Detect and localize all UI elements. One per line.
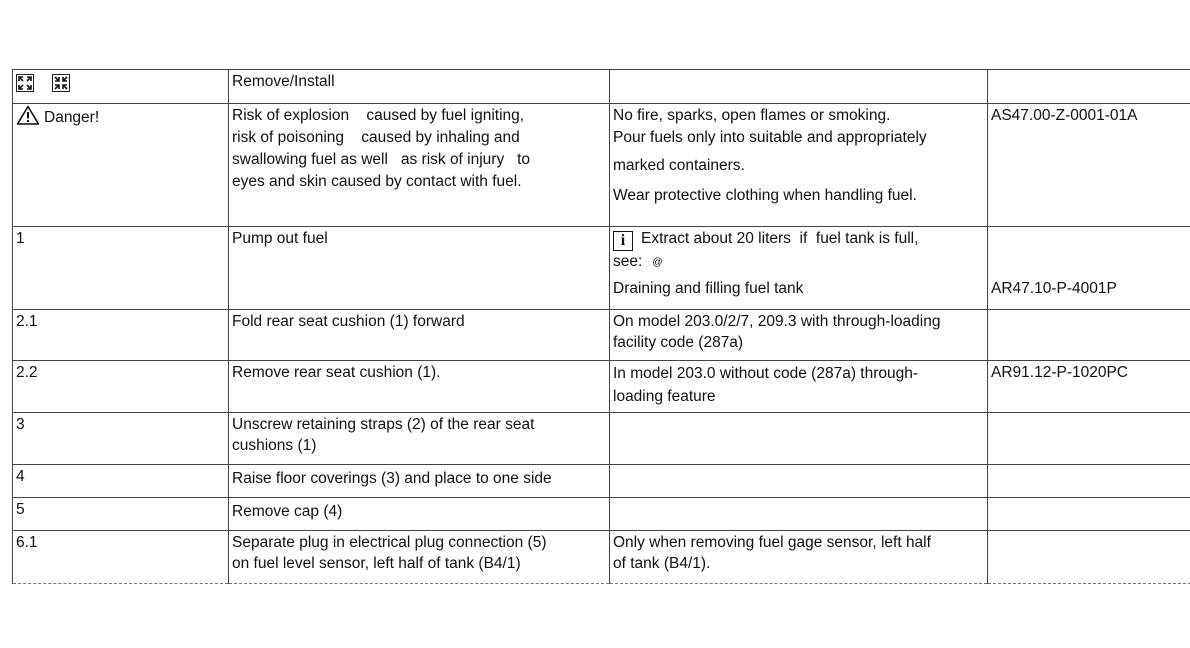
step-note-cell	[610, 227, 988, 310]
note-line: loading feature	[613, 388, 716, 405]
note-line: of tank (B4/1).	[613, 555, 711, 572]
note-line: Only when removing fuel gage sensor, left half	[613, 534, 931, 551]
reference-link-icon[interactable]: @	[652, 257, 663, 268]
step-number: 2.2	[13, 361, 229, 413]
risk-line: Risk of explosion caused by fuel igniting,	[232, 107, 525, 124]
danger-row	[13, 104, 1190, 227]
step-action-cell	[229, 413, 610, 465]
note-line: Extract about 20 liters if fuel tank is full,	[641, 230, 919, 247]
danger-measures-cell	[610, 104, 988, 227]
action-line: Separate plug in electrical plug connection (5)	[232, 534, 547, 551]
step-note-cell	[610, 361, 988, 413]
step-doc-link[interactable]: AR47.10-P-4001P	[991, 280, 1117, 297]
note-line: In model 203.0 without code (287a) through-	[613, 365, 919, 382]
step-number: 4	[13, 465, 229, 498]
procedure-table	[12, 69, 1190, 584]
step-number: 5	[13, 498, 229, 531]
risk-line: eyes and skin caused by contact with fuel.	[232, 173, 522, 190]
step-action: Fold rear seat cushion (1) forward	[229, 310, 610, 361]
step-doc-link[interactable]: AR91.12-P-1020PC	[988, 361, 1190, 413]
note-link[interactable]: Draining and filling fuel tank	[613, 280, 804, 297]
step-row	[13, 413, 1190, 465]
risk-line: swallowing fuel as well as risk of injury to	[232, 151, 531, 168]
step-note-cell	[610, 310, 988, 361]
warning-triangle-icon	[16, 105, 40, 125]
collapse-icon[interactable]	[52, 74, 70, 92]
danger-doc-link[interactable]: AS47.00-Z-0001-01A	[988, 104, 1190, 227]
step-row	[13, 498, 1190, 531]
step-note-cell	[610, 531, 988, 584]
step-row	[13, 310, 1190, 361]
measure-line: No fire, sparks, open flames or smoking.	[613, 107, 891, 124]
step-action: Remove rear seat cushion (1).	[229, 361, 610, 413]
step-action: Pump out fuel	[229, 227, 610, 310]
note-line: On model 203.0/2/7, 209.3 with through-loading	[613, 313, 941, 330]
measure-line: marked containers.	[613, 157, 745, 174]
step-number: 6.1	[13, 531, 229, 584]
step-action-cell	[229, 531, 610, 584]
measure-line: Pour fuels only into suitable and appropriately	[613, 129, 927, 146]
step-action: Remove cap (4)	[229, 498, 610, 531]
risk-line: risk of poisoning caused by inhaling and	[232, 129, 520, 146]
step-row	[13, 465, 1190, 498]
procedure-sheet	[12, 69, 1190, 584]
measure-line: Wear protective clothing when handling fuel.	[613, 187, 917, 204]
step-doc	[988, 310, 1190, 361]
step-doc-cell	[988, 227, 1190, 310]
action-line: cushions (1)	[232, 437, 317, 454]
step-row	[13, 531, 1190, 584]
danger-cell	[13, 104, 229, 227]
expand-icon[interactable]	[16, 74, 34, 92]
danger-risk-cell	[229, 104, 610, 227]
danger-label: Danger!	[44, 109, 100, 126]
step-number: 2.1	[13, 310, 229, 361]
note-line: see:	[613, 253, 643, 270]
action-line: Unscrew retaining straps (2) of the rear seat	[232, 416, 535, 433]
action-line: on fuel level sensor, left half of tank (B4/1)	[232, 555, 521, 572]
step-action: Raise floor coverings (3) and place to one side	[229, 465, 610, 498]
header-row	[13, 70, 1190, 104]
header-icons-cell	[13, 70, 229, 104]
step-row	[13, 361, 1190, 413]
header-title: Remove/Install	[229, 70, 610, 104]
info-icon: i	[613, 231, 633, 251]
step-row	[13, 227, 1190, 310]
step-number: 1	[13, 227, 229, 310]
note-line: facility code (287a)	[613, 334, 744, 351]
step-number: 3	[13, 413, 229, 465]
